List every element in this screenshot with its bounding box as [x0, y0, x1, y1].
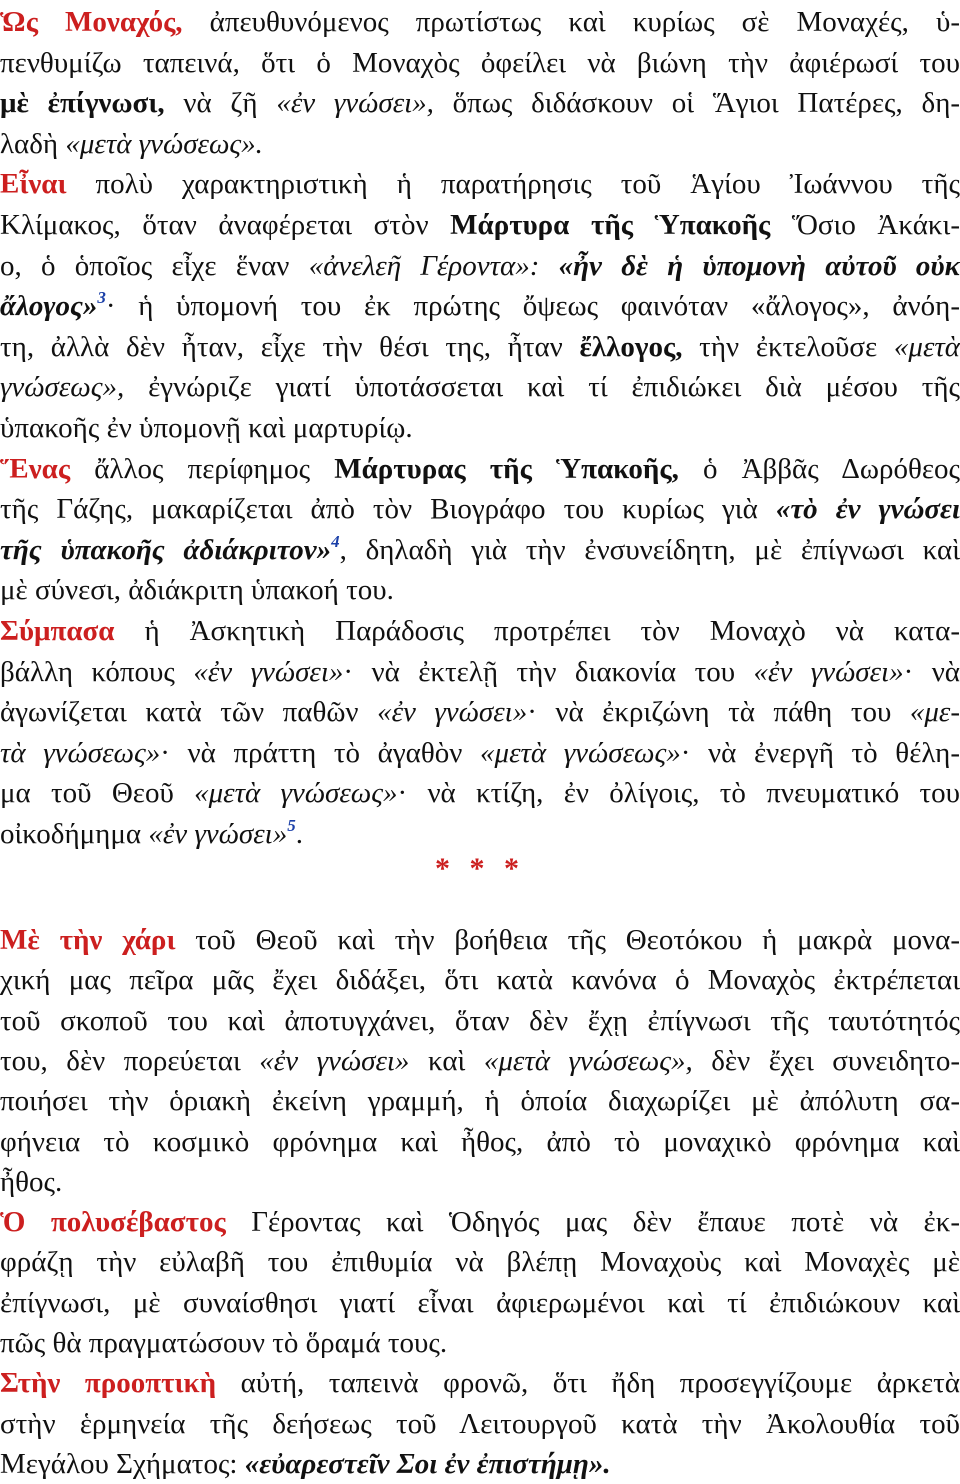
text-line	[0, 164, 960, 204]
text-run: γνώσεως»,	[0, 371, 124, 403]
text-run: μα τοῦ Θεοῦ	[0, 777, 194, 809]
text-run: μὲ σύνεσι, ἀδιάκριτη ὑπακοή του.	[0, 574, 394, 606]
text-run: Μάρτυρας τῆς Ὑπακοῆς,	[334, 453, 679, 485]
text-run: βάλλη κόπους	[0, 656, 193, 688]
text-run: «ἐν γνώσει»	[754, 656, 904, 688]
text-run: τῆς Γάζης, μακαρίζεται ἀπὸ τὸν Βιογράφο του κυρίως γιὰ	[0, 493, 776, 525]
text-run: «ἐν γνώσει»,	[276, 87, 434, 119]
text-run: μὲ ἐπίγνωσι,	[0, 87, 165, 119]
text-run: «μετὰ γνώσεως».	[65, 128, 263, 160]
text-run: τὰ γνώσεως»	[0, 737, 160, 769]
text-line	[0, 1001, 960, 1041]
text-line	[0, 2, 960, 42]
footnote-ref: 5	[287, 816, 296, 835]
text-run: Ὅσιο Ἀκάκι-	[770, 209, 960, 241]
text-run: Κλίμακος, ὅταν ἀναφέρεται στὸν	[0, 209, 450, 241]
text-line	[0, 814, 960, 854]
text-run: ἐπίγνωσι, μὲ συναίσθησι γιατί εἶναι ἀφιερωμένοι καὶ τί ἐπιδιώκουν καὶ	[0, 1287, 960, 1319]
paragraph-lead: Ἕνας	[0, 453, 70, 485]
text-run: «ἐν γνώσει»	[148, 818, 287, 850]
text-line	[0, 960, 960, 1000]
text-run: ο, ὁ ὁποῖος εἶχε ἕναν	[0, 250, 309, 282]
paragraph-lead: Ὁ πολυσέβαστος	[0, 1206, 226, 1238]
text-line	[0, 1404, 960, 1444]
text-line	[0, 773, 960, 813]
text-run: λαδὴ	[0, 128, 65, 160]
text-line	[0, 489, 960, 529]
text-run: φράζῃ τὴν εὐλαβῆ του ἐπιθυμία νὰ βλέπῃ Μοναχοὺς καὶ Μοναχὲς μὲ	[0, 1246, 960, 1278]
text-run: «μετὰ	[894, 331, 960, 363]
text-run: στὴν ἑρμηνεία τῆς δεήσεως τοῦ Λειτουργοῦ κατὰ τὴν Ἀκολουθία τοῦ	[0, 1408, 960, 1440]
text-line	[0, 286, 960, 326]
text-run: «μετὰ γνώσεως»,	[484, 1045, 693, 1077]
text-run: ἦθος.	[0, 1166, 62, 1198]
text-line	[0, 408, 960, 448]
text-line	[0, 1041, 960, 1081]
text-run: ὅπως διδάσκουν οἱ Ἅγιοι Πατέρες, δη-	[434, 87, 960, 119]
text-line	[0, 449, 960, 489]
text-line	[0, 327, 960, 367]
text-run: «ἐν γνώσει»	[377, 696, 527, 728]
text-run: «μετὰ γνώσεως»	[194, 777, 397, 809]
text-run: πολὺ χαρακτηριστικὴ ἡ παρατήρησις τοῦ Ἁγίου Ἰωάννου τῆς	[66, 168, 960, 200]
text-run: φήνεια τὸ κοσμικὸ φρόνημα καὶ ἦθος, ἀπὸ τὸ μοναχικὸ φρόνημα καὶ	[0, 1126, 960, 1158]
text-run: οἰκοδήμημα	[0, 818, 148, 850]
section-separator: * * *	[0, 852, 960, 886]
text-run: τοῦ σκοποῦ του καὶ ἀποτυγχάνει, ὅταν δὲν ἔχῃ ἐπίγνωσι τῆς ταυτότητός	[0, 1005, 960, 1037]
text-run: · νὰ ἐνεργῆ τὸ θέλη-	[681, 737, 960, 769]
text-run: νὰ ζῆ	[165, 87, 277, 119]
text-line	[0, 652, 960, 692]
text-line	[0, 1081, 960, 1121]
text-run: τη, ἀλλὰ δὲν ἦταν, εἶχε τὴν θέσι της, ἦταν	[0, 331, 580, 363]
text-run: πῶς θὰ πραγματώσουν τὸ ὅραμά τους.	[0, 1327, 447, 1359]
paragraph-lead: Εἶναι	[0, 168, 66, 200]
text-line	[0, 83, 960, 123]
text-run: «ἀνελεῆ Γέροντα»:	[309, 250, 540, 282]
text-run	[539, 250, 558, 282]
text-line	[0, 124, 960, 164]
text-run: τῆς ὑπακοῆς ἀδιάκριτον»	[0, 534, 331, 566]
text-run: · νὰ	[904, 656, 960, 688]
footnote-ref: 3	[97, 288, 106, 307]
text-run: πενθυμίζω ταπεινά, ὅτι ὁ Μοναχὸς ὀφείλει νὰ βιώνη τὴν ἀφιέρωσί του	[0, 47, 960, 79]
text-run: Μεγάλου Σχήματος:	[0, 1448, 245, 1480]
paragraph-lead: Μὲ τὴν χάρι	[0, 924, 175, 956]
text-line	[0, 733, 960, 773]
text-run: «μετὰ γνώσεως»	[480, 737, 681, 769]
text-run: .	[296, 818, 303, 850]
text-run: · νὰ ἐκτελῇ τὴν διακονία του	[343, 656, 753, 688]
text-run: του, δὲν πορεύεται	[0, 1045, 259, 1077]
text-line	[0, 1162, 960, 1202]
text-run: Μάρτυρα τῆς Ὑπακοῆς	[450, 209, 770, 241]
text-line	[0, 692, 960, 732]
text-run: τοῦ Θεοῦ καὶ τὴν βοήθεια τῆς Θεοτόκου ἡ μακρὰ μονα-	[175, 924, 960, 956]
text-run: ἐγνώριζε γιατί ὑποτάσσεται καὶ τί ἐπιδιώκει διὰ μέσου τῆς	[124, 371, 960, 403]
text-run: ὑπακοῆς ἐν ὑπομονῇ καὶ μαρτυρίῳ.	[0, 412, 413, 444]
text-line	[0, 246, 960, 286]
text-line	[0, 1122, 960, 1162]
text-line	[0, 920, 960, 960]
text-run: ἄλογος»	[0, 290, 97, 322]
paragraph-lead: Στὴν προοπτικὴ	[0, 1367, 216, 1399]
text-line	[0, 1363, 960, 1403]
text-run: ποιήσει τὴν ὁριακὴ ἐκείνη γραμμή, ἡ ὁποία διαχωρίζει μὲ ἀπόλυτη σα-	[0, 1085, 960, 1117]
text-run: «ἦν δὲ ἡ ὑπομονὴ αὐτοῦ οὐκ	[559, 250, 960, 282]
text-run: αὐτή, ταπεινὰ φρονῶ, ὅτι ἤδη προσεγγίζουμε ἀρκετὰ	[216, 1367, 960, 1399]
text-run: χική μας πεῖρα μᾶς ἔχει διδάξει, ὅτι κατὰ κανόνα ὁ Μοναχὸς ἐκτρέπεται	[0, 964, 960, 996]
text-line	[0, 1444, 960, 1484]
text-line	[0, 1283, 960, 1323]
text-run: «εὐαρεστεῖν Σοι ἐν ἐπιστήμῃ».	[245, 1448, 611, 1480]
paragraph-lead: Σύμπασα	[0, 615, 115, 647]
text-line	[0, 1202, 960, 1242]
text-run: «ἐν γνώσει»	[259, 1045, 409, 1077]
text-line	[0, 43, 960, 83]
text-run: · νὰ πράττη τὸ ἀγαθὸν	[160, 737, 480, 769]
text-line	[0, 205, 960, 245]
text-run: ἄλλος περίφημος	[70, 453, 334, 485]
text-line	[0, 367, 960, 407]
text-run: ἔλλογος,	[580, 331, 683, 363]
text-run: «με-	[910, 696, 960, 728]
text-run: ἡ Ἀσκητικὴ Παράδοσις προτρέπει τὸν Μοναχὸ νὰ κατα-	[115, 615, 960, 647]
text-run: ὁ Ἀββᾶς Δωρόθεος	[679, 453, 960, 485]
text-line	[0, 530, 960, 570]
text-run: ἀπευθυνόμενος πρωτίστως καὶ κυρίως σὲ Μοναχές, ὑ-	[183, 6, 960, 38]
text-run: «ἐν γνώσει»	[193, 656, 343, 688]
text-run: Γέροντας καὶ Ὁδηγός μας δὲν ἔπαυε ποτὲ νὰ ἐκ-	[226, 1206, 960, 1238]
text-run: · νὰ ἐκριζώνη τὰ πάθη του	[527, 696, 910, 728]
text-line	[0, 611, 960, 651]
text-run: «τὸ ἐν γνώσει	[776, 493, 960, 525]
text-run: τὴν ἐκτελοῦσε	[682, 331, 893, 363]
text-run: · ἡ ὑπομονή του ἐκ πρώτης ὄψεως φαινόταν «ἄλογος», ἀνόη-	[106, 290, 960, 322]
footnote-ref: 4	[331, 532, 340, 551]
text-run: καὶ	[409, 1045, 483, 1077]
text-run: ἀγωνίζεται κατὰ τῶν παθῶν	[0, 696, 377, 728]
paragraph-lead: Ὡς Μοναχός,	[0, 6, 183, 38]
text-line	[0, 1242, 960, 1282]
text-run: · νὰ κτίζη, ἐν ὀλίγοις, τὸ πνευματικό του	[398, 777, 960, 809]
text-run: , δηλαδὴ γιὰ τὴν ἐνσυνείδητη, μὲ ἐπίγνωσι καὶ	[340, 534, 960, 566]
text-line	[0, 1323, 960, 1363]
text-line	[0, 570, 960, 610]
text-run: δὲν ἔχει συνειδητο-	[693, 1045, 960, 1077]
